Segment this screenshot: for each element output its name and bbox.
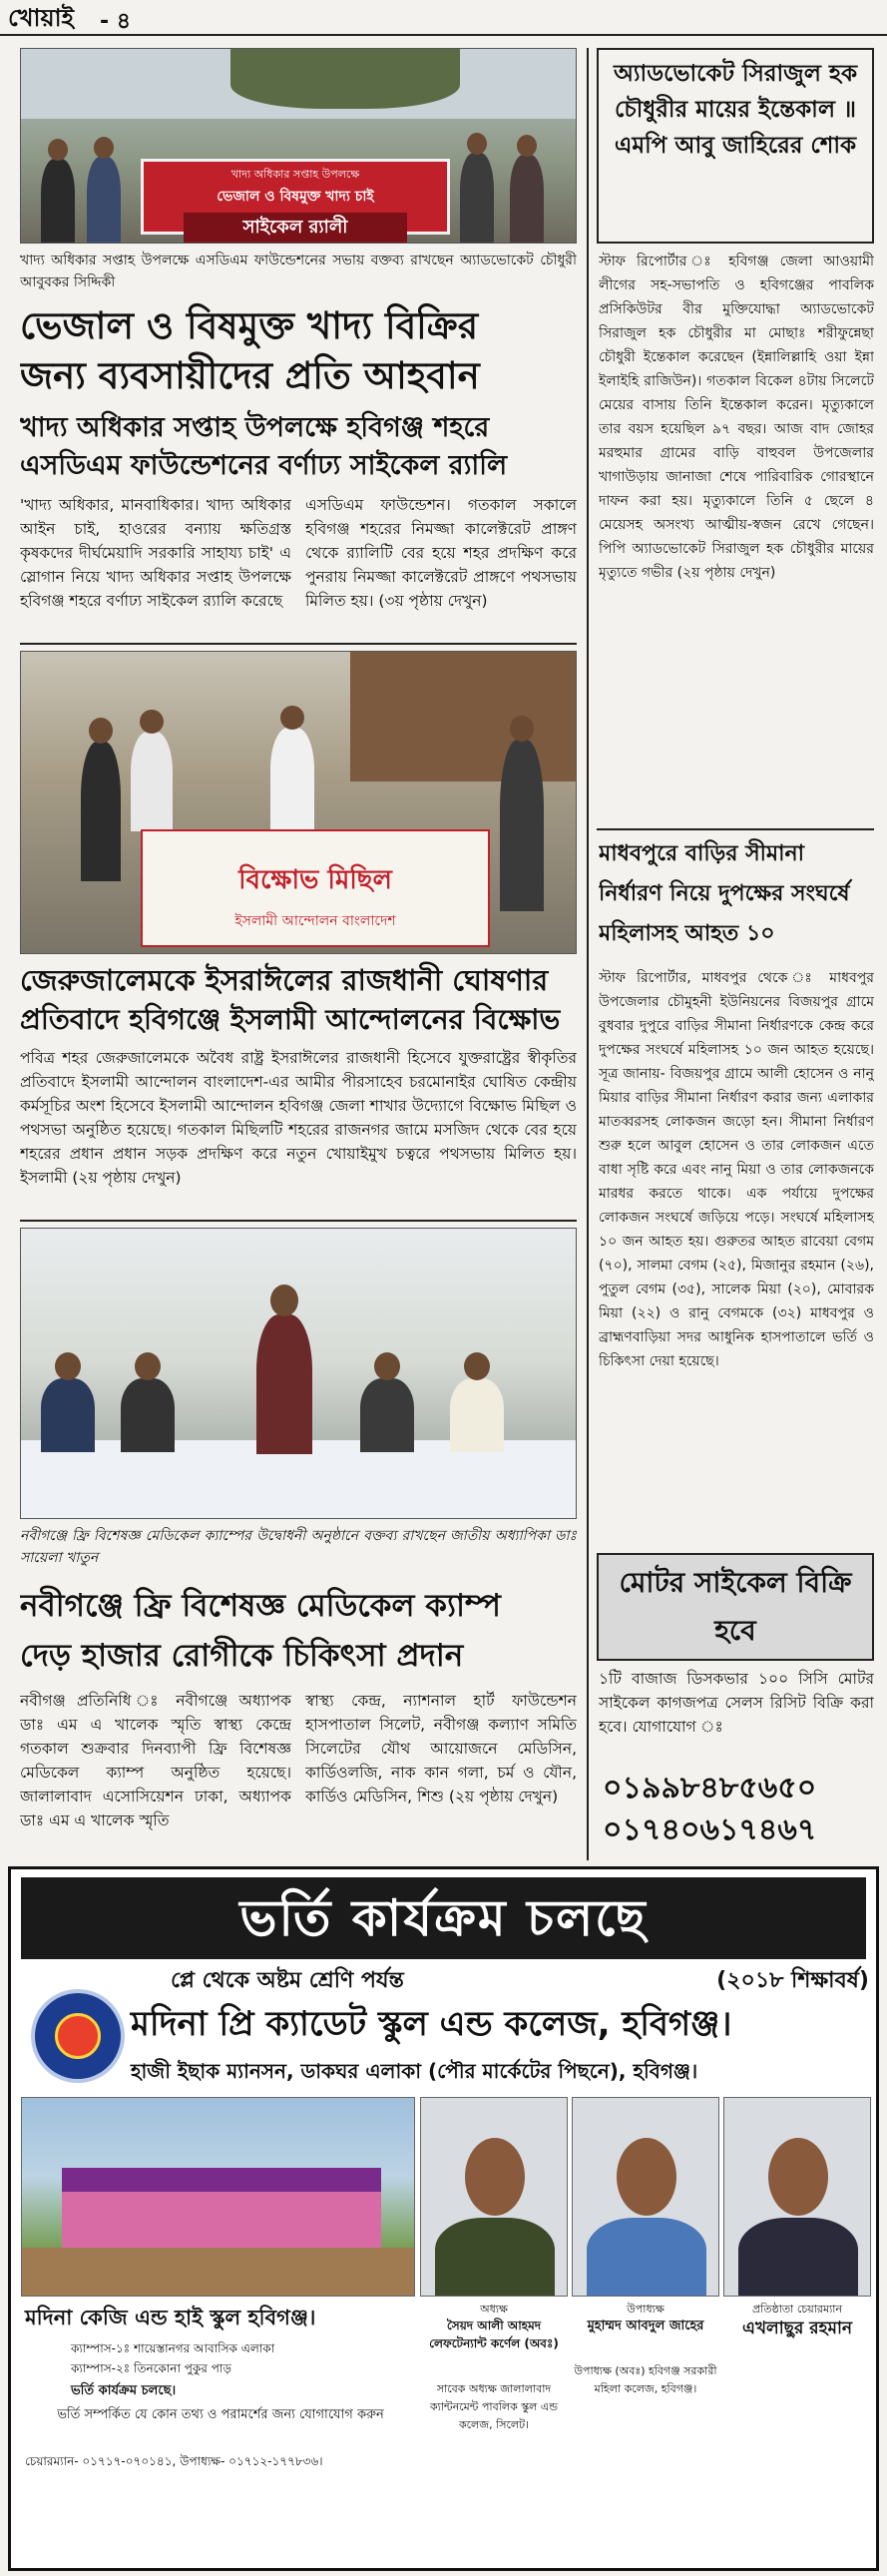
column-rule (587, 48, 589, 1860)
person-head (48, 139, 68, 161)
protest-banner-title: বিক্ষোভ মিছিল (238, 865, 392, 895)
person-figure (510, 155, 544, 244)
masthead-title: খোয়াই (8, 3, 75, 32)
story5-body: স্টাফ রিপোর্টার, মাধবপুর থেকে ঃ মাধবপুর উপজেলার চৌমুহনী ইউনিয়নের বিজয়পুর গ্রামে বুধবার দুপুরে বাড়ির সীমানা নির্ধারণকে কেন্দ্র করে দুপক্ষের সংঘর্ষে মহিলাসহ ১০ জন আহত হয়েছে। সূত্র জানায়- বিজয়পুর গ্রামে আলী হোসেন ও নানু মিয়ার বাড়ির সীমানা নির্ধারণ করার জন্য এলাকার মাতব্বরসহ লোকজন জড়ো হন। সীমানা নির্ধারণ শুরু হলে আবুল হোসেন ও তার লোকজন এতে বাধা সৃষ্টি করে এবং নানু মিয়া ও তার লোকজনকে মারধর করতে থাকে। এক পর্যায়ে দুপক্ষের লোকজন সংঘর্ষে জড়িয়ে পড়ে। সংঘর্ষে মহিলাসহ ১০ জন আহত হয়। গুরুতর আহত রাবেয়া বেগম (৭০), সালমা বেগম (২৫), মিজানুর রহমান (২৬), পুতুল বেগম (৩৫), সালেক মিয়া (২০), মোবারক মিয়া (২২) ও রানু বেগমকে (৩২) মাধবপুর ও ব্রাহ্মণবাড়িয়া সদর আধুনিক হাসপাতালে ভর্তি ও চিকিৎসা দেয়া হয়েছে। (599, 970, 874, 1369)
person2-detail: উপাধ্যক্ষ (অবঃ) হবিগঞ্জ সরকারী মহিলা কলেজ, হবিগঞ্জ। (574, 2364, 717, 2395)
person-head (55, 1352, 81, 1380)
coat (738, 2218, 858, 2297)
person-figure (450, 1378, 504, 1452)
story1-headline-1: ভেজাল ও বিষমুক্ত খাদ্য বিক্রির (20, 304, 479, 347)
person-figure (360, 1378, 414, 1452)
face (768, 2138, 828, 2216)
face (617, 2138, 676, 2216)
tree-canopy (230, 49, 460, 109)
ad-classes: প্লে থেকে অষ্টম শ্রেণি পর্যন্ত (171, 1968, 404, 1993)
speaker-figure (256, 1314, 312, 1454)
story3-photo (20, 1228, 577, 1519)
ad-contact-note: ভর্তি সম্পর্কিত যে কোন তথ্য ও পরামর্শের জন্য যোগাযোগ করুন (57, 2407, 384, 2422)
story4-headline-box (597, 48, 874, 244)
person1-name: সৈয়দ আলী আহমদ লেফটেন্যান্ট কর্ণেল (অবঃ) (429, 2318, 559, 2350)
school-logo-inner (55, 2013, 101, 2059)
person-head (280, 706, 304, 730)
banner-line-2: ভেজাল ও বিষমুক্ত খাদ্য চাই (217, 189, 374, 205)
person-figure (270, 728, 314, 831)
portrait-chairman (723, 2097, 871, 2297)
school-logo (31, 1989, 125, 2083)
masthead (0, 0, 887, 36)
person3-role: প্রতিষ্ঠাতা চেয়ারম্যান (751, 2303, 843, 2316)
portrait-vice-principal (572, 2097, 719, 2297)
person-head (467, 133, 487, 155)
story3-body-col1: নবীগঞ্জ প্রতিনিধি ঃ নবীগঞ্জে অধ্যাপক ডাঃ এম এ খালেক স্মৃতি স্বাস্থ্য কেন্দ্রে গতকাল শুক্রবার দিনব্যাপী ফ্রি বিশেষজ্ঞ মেডিকেল ক্যাম্প অনুষ্ঠিত হয়েছে। জালালাবাদ এসোসিয়েশন ঢাকা, অধ্যাপক ডাঃ এম এ খালেক স্মৃতি (20, 1692, 291, 1829)
story5-headline: মাধবপুরে বাড়ির সীমানা নির্ধারণ নিয়ে দুপক্ষের সংঘর্ষে মহিলাসহ আহত ১০ (599, 841, 850, 946)
story4-headline: অ্যাডভোকেট সিরাজুল হক চৌধুরীর মায়ের ইন্তেকাল ॥ এমপি আবু জাহিরের শোক (613, 61, 858, 159)
story4-body: স্টাফ রিপোর্টার ঃ হবিগঞ্জ জেলা আওয়ামী লীগের সহ-সভাপতি ও হবিগঞ্জের পাবলিক প্রসিকিউটর বীর মুক্তিযোদ্ধা অ্যাডভোকেট সিরাজুল হক চৌধুরীর মা মোছাঃ শরীফুন্নেছা চৌধুরী ইন্তেকাল করেছেন (ইন্নালিল্লাহি ওয়া ইন্না ইলাইহি রাজিউন)। গতকাল বিকেল ৪টায় সিলেটে মেয়ের বাসায় তিনি ইন্তেকাল করেন। মৃত্যুকালে তার বয়স হয়েছিল ৯৭ বছর। আজ বাদ জোহর মরহুমার গ্রামের বাড়ি বাহুবল উপজেলার খাগাউড়ায় জানাজা শেষে পারিবারিক গোরস্থানে দাফন করা হয়। মৃত্যুকালে তিনি ৫ ছেলে ৪ মেয়েসহ অসংখ্য আত্মীয়-স্বজন রেখে গেছেন। পিপি অ্যাডভোকেট সিরাজুল হক চৌধুরীর মায়ের মৃত্যুতে গভীর (২য় পৃষ্ঠায় দেখুন) (599, 254, 874, 581)
courtyard (22, 2248, 415, 2297)
shirt (587, 2218, 706, 2297)
story1-body-col2: এসডিএম ফাউন্ডেশন। গতকাল সকালে হবিগঞ্জ শহরের নিমজ্জা কালেক্টরেট প্রাঙ্গণ থেকে র‍্যালিটি বের হয়ে শহর প্রদক্ষিণ করে পুনরায় নিমজ্জা কালেক্টরেট প্রাঙ্গণে পথসভায় মিলিত হয়। (৩য় পৃষ্ঠায় দেখুন) (305, 496, 577, 610)
school-building-photo (21, 2097, 415, 2297)
person2-role: উপাধ্যক্ষ (627, 2303, 665, 2316)
person-head (510, 716, 534, 742)
ad-campus-2: ক্যাম্পাস-২ঃ তিনকোনা পুকুর পাড় (71, 2361, 231, 2375)
classified-body: ১টি বাজাজ ডিসকভার ১০০ সিসি মোটর সাইকেল কাগজপত্র সেলস রিসিট বিক্রি করা হবে। যোগাযোগ ঃ (599, 1670, 874, 1736)
person-head (89, 718, 113, 744)
speaker-head (270, 1285, 298, 1316)
face (465, 2138, 525, 2216)
story1-subhead-2: এসডিএম ফাউন্ডেশনের বর্ণাঢ্য সাইকেল র‍্যালি (20, 450, 508, 481)
person1-role: অধ্যক্ষ (480, 2303, 508, 2316)
person-figure (500, 740, 544, 911)
story1-headline-2: জন্য ব্যবসায়ীদের প্রতি আহবান (20, 354, 480, 397)
person-head (517, 135, 537, 157)
ad-second-school: মদিনা কেজি এন্ড হাই স্কুল হবিগঞ্জ। (25, 2306, 316, 2329)
person-figure (41, 1378, 95, 1452)
story2-photo (20, 651, 577, 954)
banner-line-1: খাদ্য অধিকার সপ্তাহ উপলক্ষে (230, 168, 360, 181)
story1-caption: খাদ্য অধিকার সপ্তাহ উপলক্ষে এসডিএম ফাউন্ডেশনের সভায় বক্তব্য রাখছেন অ্যাডভোকেট চৌধুরী আবুবকর সিদ্দিকী (20, 253, 577, 290)
story3-body-col2: স্বাস্থ্য কেন্দ্র, ন্যাশনাল হার্ট ফাউন্ডেশন হাসপাতাল সিলেট, নবীগঞ্জ কল্যাণ সমিতি সিলেটের যৌথ আয়োজনে মেডিসিন, কার্ডিওলজি, নাক কান গলা, চর্ম ও যৌন, কার্ডিও মেডিসিন, শিশু (২য় পৃষ্ঠায় দেখুন) (305, 1692, 577, 1805)
classified-phone-1[interactable]: ০১৯৯৮৪৮৫৬৫০ (603, 1771, 817, 1805)
story2-headline-2: প্রতিবাদে হবিগঞ্জে ইসলামী আন্দোলনের বিক্ষোভ (20, 1003, 561, 1036)
story3-caption: নবীগঞ্জে ফ্রি বিশেষজ্ঞ মেডিকেল ক্যাম্পের উদ্বোধনী অনুষ্ঠানে বক্তব্য রাখছেন জাতীয় অধ্যাপিকা ডাঃ সায়েলা খাতুন (20, 1528, 577, 1566)
ad-admission-open: ভর্তি কার্যক্রম চলছে। (71, 2383, 177, 2398)
ad-phones-line[interactable]: চেয়ারম্যান- ০১৭১৭-০৭০১৪১, উপাধ্যক্ষ- ০১৭১২-১৭৭৮৩৬। (25, 2454, 323, 2468)
person-figure (131, 732, 173, 831)
divider (597, 828, 874, 830)
person2-name: মুহাম্মদ আবদুল জাহের (587, 2318, 704, 2333)
story3-headline-2: দেড় হাজার রোগীকে চিকিৎসা প্রদান (20, 1638, 464, 1674)
admission-ad (8, 1866, 879, 2571)
ad-title: ভর্তি কার্যক্রম চলছে (239, 1889, 648, 1947)
building (350, 652, 577, 781)
portrait-principal (420, 2097, 568, 2297)
building-wall (62, 2192, 381, 2252)
person-head (140, 710, 164, 734)
person-figure (121, 1378, 175, 1452)
uniform (435, 2218, 555, 2297)
story1-subhead-1: খাদ্য অধিকার সপ্তাহ উপলক্ষে হবিগঞ্জ শহরে (20, 412, 490, 443)
protest-banner (141, 829, 490, 947)
person1-detail: সাবেক অধ্যক্ষ জালালাবাদ ক্যান্টনমেন্ট পাবলিক স্কুল এন্ড কলেজ, সিলেট। (429, 2382, 559, 2431)
classified-phone-2[interactable]: ০১৭৪০৬১৭৪৬৭ (603, 1812, 817, 1847)
divider (20, 643, 577, 645)
page-number: - ৪ (100, 9, 132, 34)
person3-name: এখলাছুর রহমান (741, 2318, 853, 2338)
person-head (94, 137, 114, 159)
classified-headline: মোটর সাইকেল বিক্রি হবে (619, 1566, 852, 1647)
person-figure (87, 157, 121, 244)
story1-photo (20, 48, 577, 244)
ad-address: হাজী ইছাক ম্যানসন, ডাকঘর এলাকা (পৌর মার্কেটের পিছনে), হবিগঞ্জ। (131, 2059, 698, 2083)
building-roof (62, 2168, 381, 2192)
banner-line-3: সাইকেল র‍্যালী (184, 213, 407, 244)
classified-box (597, 1553, 874, 1661)
ad-session: (২০১৮ শিক্ষাবর্ষ) (716, 1968, 869, 1993)
divider (20, 1220, 577, 1222)
person-figure (41, 159, 75, 244)
story2-body: পবিত্র শহর জেরুজালেমকে অবৈধ রাষ্ট্র ইসরাঈলের রাজধানী হিসেবে যুক্তরাষ্ট্রের স্বীকৃতির প্রতিবাদে ইসলামী আন্দোলন বাংলাদেশ-এর আমীর পীরসাহেব চরমোনাইর ঘোষিত কেন্দ্রীয় কর্মসূচির অংশ হিসেবে ইসলামী আন্দোলন হবিগঞ্জ জেলা শাখার উদ্যোগে বিক্ষোভ মিছিল ও পথসভা অনুষ্ঠিত হয়েছে। গতকাল মিছিলটি শহরের রাজনগর জামে মসজিদ থেকে বের হয়ে শহরের প্রধান প্রধান সড়ক প্রদক্ষিণ করে নতুন খোয়াইমুখ চত্বরে পথসভায় মিলিত হয়। ইসলামী (২য় পৃষ্ঠায় দেখুন) (20, 1049, 577, 1187)
ad-school-name: মদিনা প্রি ক্যাডেট স্কুল এন্ড কলেজ, হবিগঞ্জ। (131, 2004, 732, 2044)
protest-banner-subtitle: ইসলামী আন্দোলন বাংলাদেশ (234, 913, 396, 929)
person-figure (460, 153, 494, 244)
person-head (374, 1352, 400, 1380)
person-head (464, 1352, 490, 1380)
person-head (135, 1352, 161, 1380)
rally-banner (141, 159, 450, 238)
story2-headline-1: জেরুজালেমকে ইসরাঈলের রাজধানী ঘোষণার (20, 963, 549, 997)
story3-headline-1: নবীগঞ্জে ফ্রি বিশেষজ্ঞ মেডিকেল ক্যাম্প (20, 1588, 501, 1624)
person-figure (81, 742, 121, 881)
ad-title-bar (21, 1877, 866, 1959)
ad-campus-1: ক্যাম্পাস-১ঃ শায়েস্তানগর আবাসিক এলাকা (71, 2341, 275, 2355)
story1-body-col1: 'খাদ্য অধিকার, মানবাধিকার। খাদ্য অধিকার আইন চাই, হাওরের বন্যায় ক্ষতিগ্রস্ত কৃষকদের দীর্ঘমেয়াদি সরকারি সাহায্য চাই' এ স্লোগান নিয়ে খাদ্য অধিকার সপ্তাহ উপলক্ষে হবিগঞ্জ শহরে বর্ণাঢ্য সাইকেল র‍্যালি করেছে (20, 496, 291, 610)
